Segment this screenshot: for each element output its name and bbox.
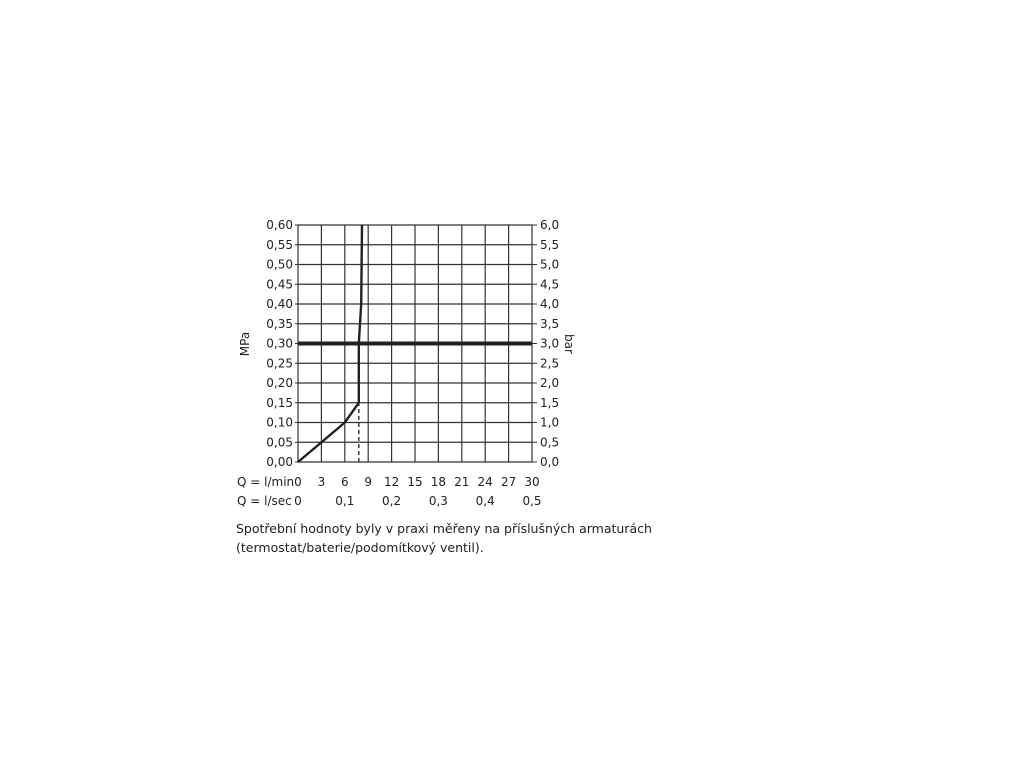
x-lsec-tick-label: 0,4 <box>475 494 495 508</box>
x-lmin-tick-label: 21 <box>454 475 470 489</box>
left-tick-label: 0,40 <box>266 297 293 311</box>
x-axis-lsec-ticks <box>294 494 541 508</box>
left-tick-label: 0,05 <box>266 435 293 450</box>
left-axis-ticks <box>266 218 298 469</box>
x-lmin-tick-label: 27 <box>500 475 517 489</box>
right-tick-label: 1,5 <box>540 395 560 410</box>
x-lmin-tick-label: 12 <box>383 475 400 489</box>
right-tick-label: 0,5 <box>540 435 560 450</box>
x-lsec-tick-label: 0,2 <box>382 494 402 508</box>
caption-text: Spotřební hodnoty byly v praxi měřeny na příslušných armaturách (termostat/baterie/podomítkový ventil). <box>236 521 652 555</box>
right-tick-label: 3,5 <box>540 316 560 331</box>
left-tick-label: 0,60 <box>266 218 293 232</box>
x-lsec-tick-label: 0 <box>294 494 302 508</box>
x-lmin-tick-label: 6 <box>340 475 349 489</box>
right-tick-label: 5,0 <box>540 257 560 272</box>
right-tick-label: 2,0 <box>540 376 560 390</box>
left-tick-label: 0,15 <box>266 395 293 410</box>
left-tick-label: 0,00 <box>266 455 293 469</box>
left-tick-label: 0,55 <box>266 237 293 252</box>
x-axis-lmin-ticks <box>294 475 539 489</box>
left-tick-label: 0,10 <box>266 415 293 430</box>
x-lmin-tick-label: 9 <box>364 475 373 489</box>
left-tick-label: 0,50 <box>266 257 293 272</box>
left-tick-label: 0,20 <box>266 376 293 390</box>
left-tick-label: 0,25 <box>266 356 293 371</box>
right-tick-label: 4,0 <box>540 297 560 311</box>
x-lmin-tick-label: 18 <box>430 475 447 489</box>
left-tick-label: 0,30 <box>266 336 293 351</box>
x-lsec-tick-label: 0,3 <box>428 494 448 508</box>
x-lmin-tick-label: 15 <box>407 475 423 489</box>
x-lsec-tick-label: 0,1 <box>335 494 355 508</box>
x-lmin-tick-label: 3 <box>317 475 326 489</box>
right-tick-label: 6,0 <box>540 218 560 232</box>
x-lsec-tick-label: 0,5 <box>522 494 542 508</box>
x-lmin-tick-label: 30 <box>524 475 540 489</box>
left-tick-label: 0,45 <box>266 277 293 292</box>
right-axis-label: bar <box>562 334 576 354</box>
right-tick-label: 3,0 <box>540 336 560 351</box>
right-tick-label: 0,0 <box>540 455 560 469</box>
x-lmin-tick-label: 0 <box>294 475 302 489</box>
right-tick-label: 2,5 <box>540 356 560 371</box>
x-axis-lmin-label: Q = l/min <box>237 475 295 489</box>
x-axis-lsec-label: Q = l/sec <box>237 494 292 508</box>
right-tick-label: 4,5 <box>540 277 560 292</box>
right-tick-label: 1,0 <box>540 415 560 430</box>
left-axis-label: MPa <box>238 331 252 357</box>
right-tick-label: 5,5 <box>540 237 560 252</box>
right-axis-ticks <box>532 218 559 469</box>
left-tick-label: 0,35 <box>266 316 293 331</box>
x-lmin-tick-label: 24 <box>477 475 493 489</box>
